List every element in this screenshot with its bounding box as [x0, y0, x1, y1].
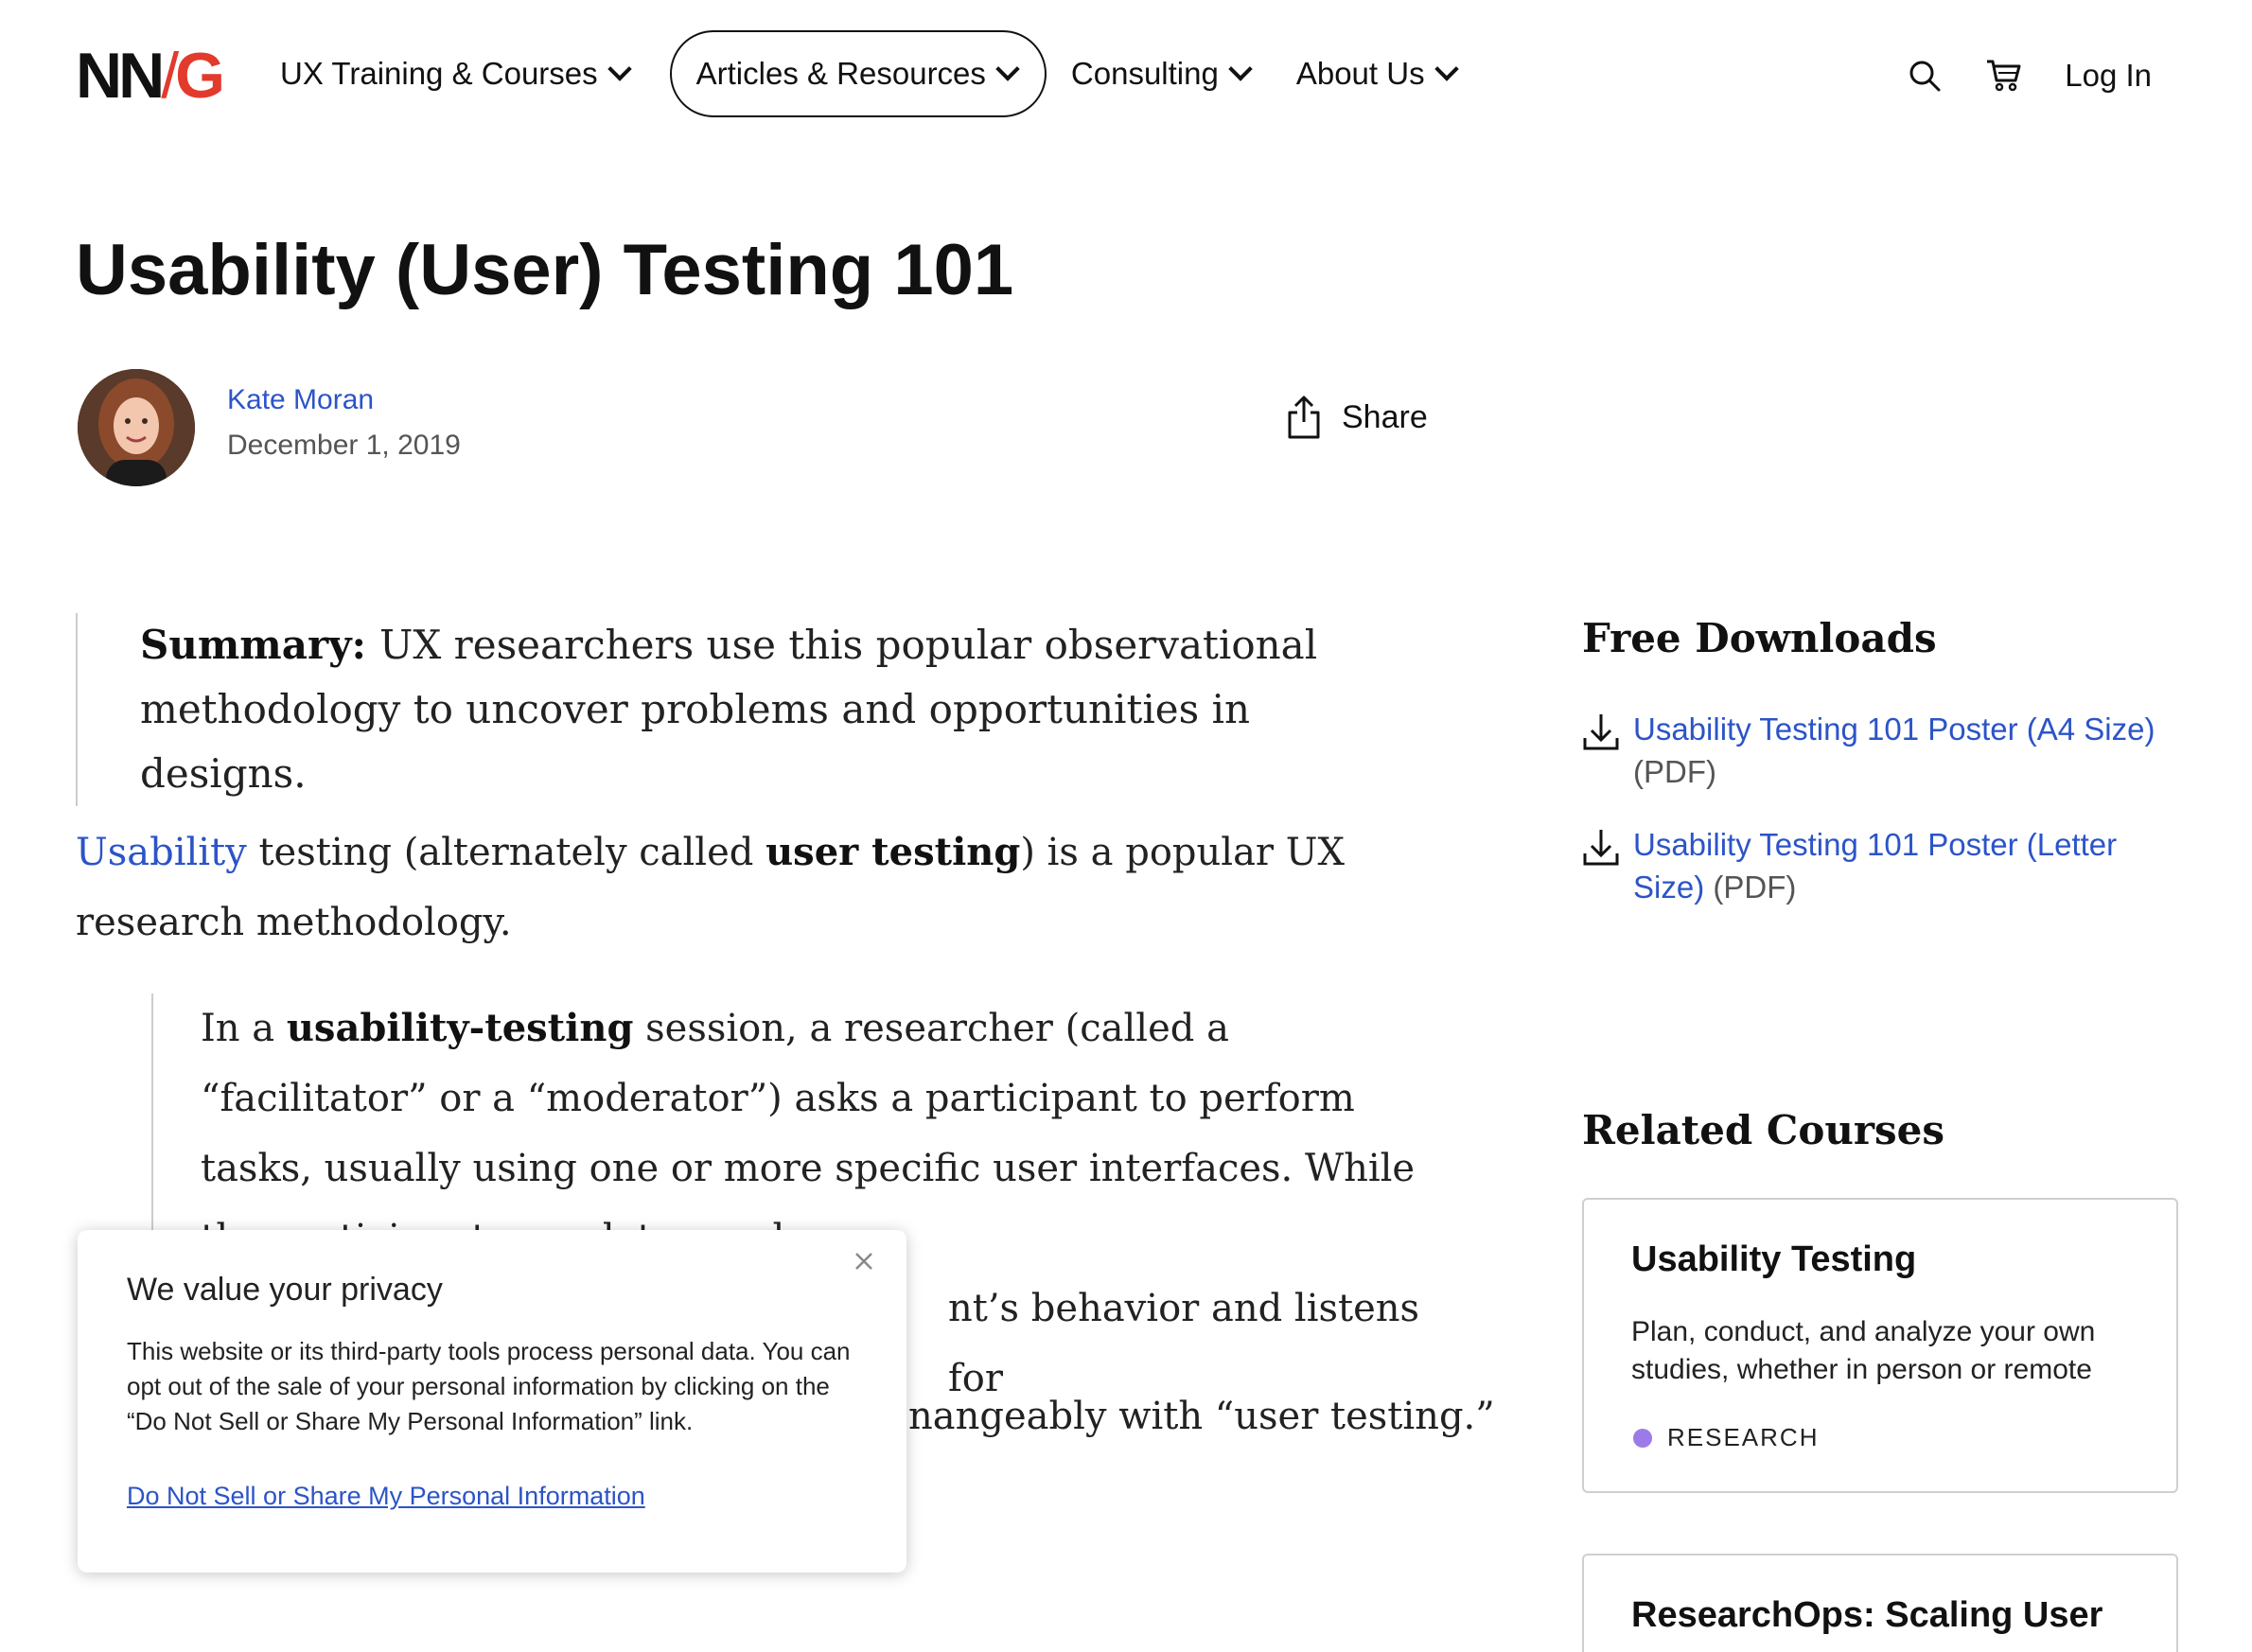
nav-label: UX Training & Courses: [280, 56, 598, 91]
para-bold: user testing: [765, 830, 1021, 874]
nav-articles-resources[interactable]: [670, 30, 1047, 117]
course-title[interactable]: ResearchOps: Scaling User: [1631, 1595, 2103, 1635]
nav-label: Articles & Resources: [695, 56, 986, 91]
share-icon: [1287, 395, 1321, 439]
privacy-text: This website or its third-party tools process personal data. You can opt out of the sale of your personal information by clicking on the “Do Not Sell or Share My Personal Information” link.: [127, 1337, 851, 1435]
nav-label: About Us: [1295, 56, 1425, 91]
course-title[interactable]: Usability Testing: [1631, 1239, 1917, 1279]
cart-icon[interactable]: [1985, 57, 2023, 95]
close-icon[interactable]: [848, 1245, 880, 1277]
chevron-down-icon: [1434, 57, 1458, 80]
article-summary: [76, 613, 1381, 806]
free-downloads-heading: Free Downloads: [1582, 615, 1937, 661]
summary-label: Summary:: [140, 622, 366, 668]
related-courses-heading: Related Courses: [1582, 1107, 1945, 1153]
download-link-a4[interactable]: Usability Testing 101 Poster (A4 Size): [1633, 712, 2155, 747]
author-link[interactable]: Kate Moran: [227, 384, 375, 415]
paragraph-partial: nangeably with “user testing.”: [908, 1395, 1495, 1438]
nav-ux-training[interactable]: [265, 30, 660, 117]
publish-date: December 1, 2019: [227, 430, 461, 461]
main-nav: [265, 30, 1487, 117]
tag-label: RESEARCH: [1667, 1423, 1820, 1451]
logo-nn: NN: [76, 40, 162, 112]
course-card[interactable]: [1582, 1198, 2178, 1493]
chevron-down-icon: [1228, 57, 1252, 80]
author-avatar[interactable]: [78, 369, 195, 486]
download-icon: [1582, 712, 1620, 751]
course-description: Plan, conduct, and analyze your own studies, whether in person or remote: [1631, 1316, 2096, 1385]
do-not-sell-link[interactable]: Do Not Sell or Share My Personal Information: [127, 1482, 645, 1510]
download-item[interactable]: [1582, 708, 2169, 793]
chevron-down-icon: [607, 57, 631, 80]
download-link-letter[interactable]: Usability Testing 101 Poster (Letter Size): [1633, 827, 2118, 905]
nav-about-us[interactable]: [1281, 30, 1487, 117]
summary-text: UX researchers use this popular observational methodology to uncover problems and opportunities in designs.: [140, 622, 1318, 797]
header-actions: [1906, 38, 2252, 114]
tag-dot-icon: [1633, 1429, 1652, 1448]
logo-g: G: [175, 40, 222, 112]
course-card[interactable]: [1582, 1554, 2178, 1652]
usability-link[interactable]: Usability: [76, 831, 247, 874]
share-button[interactable]: [1287, 395, 1428, 439]
search-icon[interactable]: [1906, 57, 1944, 95]
quote-text: session, a researcher (called a “facilitator” or a “moderator”) asks a participant to perform tasks, usually using one or more specific user interfaces. While: [201, 1007, 1416, 1190]
nav-label: Consulting: [1070, 56, 1219, 91]
download-text: [1633, 708, 2169, 793]
download-item[interactable]: [1582, 823, 2169, 908]
login-link[interactable]: Log In: [2065, 58, 2152, 93]
course-tag: [1633, 1423, 1819, 1452]
chevron-down-icon: [995, 57, 1019, 80]
logo-slash: /: [161, 40, 176, 112]
privacy-title: We value your privacy: [127, 1272, 443, 1308]
share-label: Share: [1342, 398, 1428, 435]
intro-paragraph: [76, 817, 1419, 958]
download-format: (PDF): [1633, 754, 1716, 789]
quote-text: In a: [201, 1007, 287, 1050]
para-text: testing (alternately called: [246, 831, 766, 874]
quote-text-partial: nt’s behavior and listens for: [948, 1287, 1420, 1400]
page-title: Usability (User) Testing 101: [76, 230, 1014, 310]
download-format: (PDF): [1704, 870, 1797, 905]
nav-consulting[interactable]: [1056, 30, 1281, 117]
quote-bold: usability-testing: [286, 1006, 634, 1050]
download-icon: [1582, 827, 1620, 867]
download-text: [1633, 823, 2169, 908]
site-header: [0, 0, 2252, 151]
nng-logo[interactable]: [76, 40, 221, 112]
para-text: ) is a popular UX research methodology.: [76, 831, 1345, 944]
privacy-dialog: [78, 1230, 906, 1573]
